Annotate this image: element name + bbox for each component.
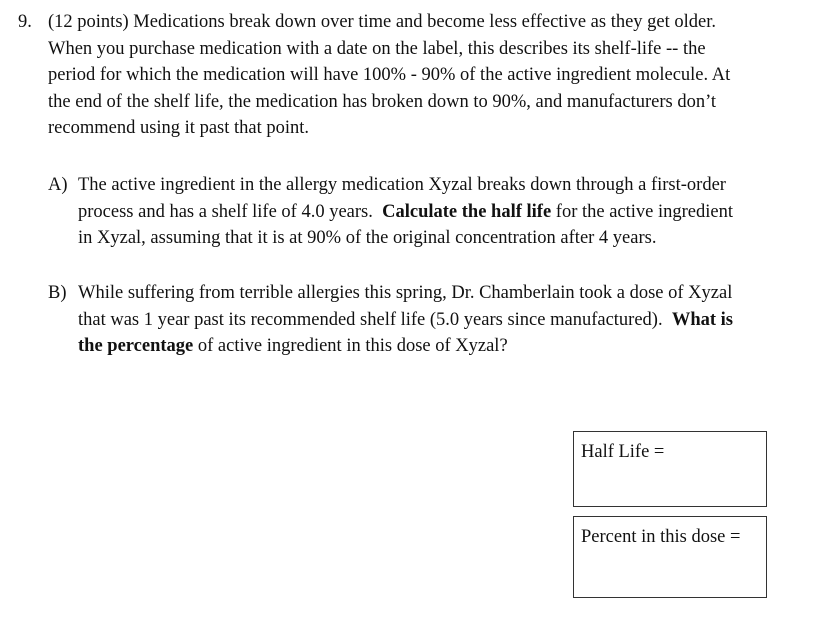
question-intro — [48, 9, 818, 142]
part-a-line-2 — [78, 199, 803, 226]
part-a-line-2-pre: process and has a shelf life of 4.0 years. — [78, 201, 383, 222]
question-number: 9. — [18, 12, 32, 32]
part-b-line-3 — [78, 333, 803, 360]
part-b-line-1: While suffering from terrible allergies this spring, Dr. Chamberlain took a dose of Xyzal — [78, 283, 733, 303]
percent-label: Percent in this dose = — [581, 527, 741, 547]
part-b-line-2-pre: that was 1 year past its recommended shelf life (5.0 years since manufactured). — [78, 309, 672, 330]
half-life-answer-box[interactable] — [573, 431, 767, 507]
part-a-emphasis: Calculate the half life — [382, 201, 552, 222]
part-b-emphasis-1: What is — [671, 309, 734, 330]
intro-line-3: period for which the medication will have 100% - 90% of the active ingredient molecule. At — [48, 65, 731, 85]
intro-line-2: When you purchase medication with a date on the label, this describes its shelf-life -- the — [48, 38, 706, 59]
part-a-line-1: The active ingredient in the allergy medication Xyzal breaks down through a first-order — [78, 175, 726, 195]
part-b-label: B) — [48, 283, 67, 303]
part-b-line-2 — [78, 307, 803, 334]
part-b-line-3-post: of active ingredient in this dose of Xyzal? — [193, 336, 508, 356]
half-life-label: Half Life = — [581, 442, 665, 462]
intro-line-4: the end of the shelf life, the medication has broken down to 90%, and manufacturers don’t — [48, 91, 717, 112]
part-a-text — [78, 172, 803, 252]
percent-answer-box[interactable] — [573, 516, 767, 598]
part-a-line-2-post: for the active ingredient — [551, 201, 734, 222]
intro-line-1: (12 points) Medications break down over time and become less effective as they get older. — [48, 12, 717, 32]
part-a-label: A) — [48, 175, 68, 195]
intro-line-5: recommend using it past that point. — [48, 118, 310, 138]
part-b-emphasis-2: the percentage — [78, 336, 194, 356]
part-b-text — [78, 280, 803, 360]
part-a-line-3: in Xyzal, assuming that it is at 90% of the original concentration after 4 years. — [78, 228, 657, 248]
